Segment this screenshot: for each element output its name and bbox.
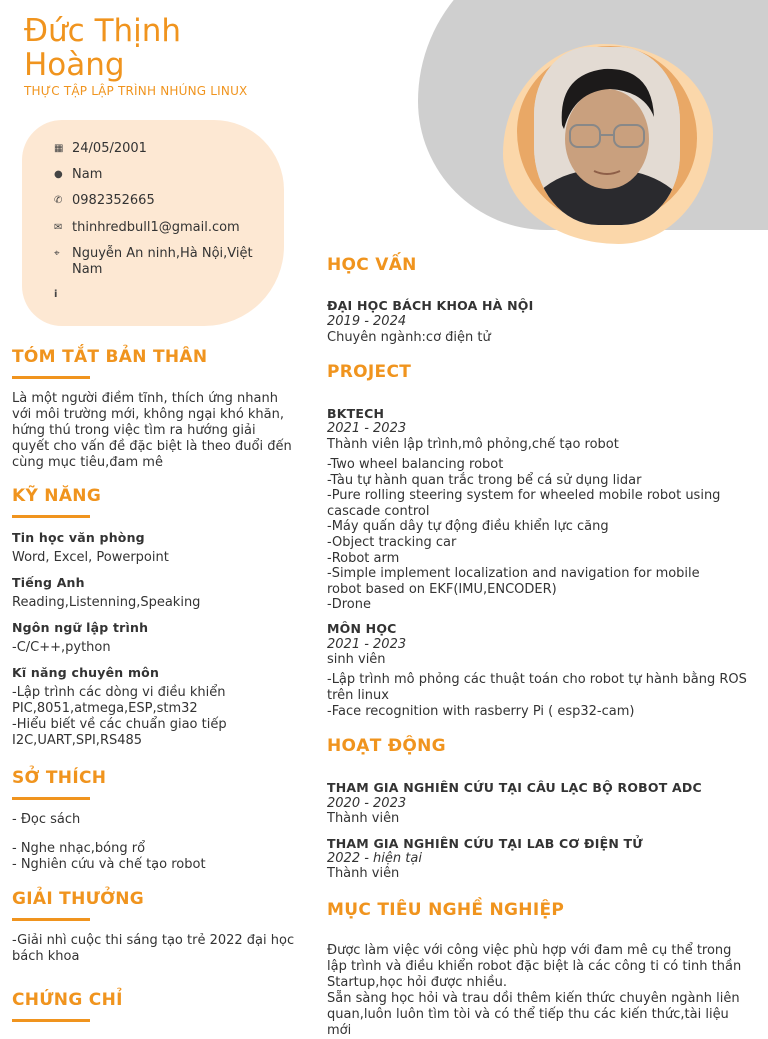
contact-gender: ● Nam [54, 167, 103, 182]
activity-name: THAM GIA NGHIÊN CỨU TẠI LAB CƠ ĐIỆN TỬ [327, 836, 643, 851]
skill-title: Ngôn ngữ lập trình [12, 620, 149, 635]
profile-photo [534, 47, 680, 225]
skills-underline [12, 515, 90, 518]
hobbies-underline [12, 797, 90, 800]
skill-desc: -C/C++,python [12, 640, 111, 655]
activities-heading: HOẠT ĐỘNG [327, 736, 446, 756]
hobby-item: - Nghe nhạc,bóng rổ [12, 841, 146, 856]
name-line-2: Hoàng [24, 47, 125, 83]
skill-title: Kĩ năng chuyên môn [12, 665, 160, 680]
location-icon: ⌖ [54, 248, 60, 259]
candidate-name [24, 14, 181, 82]
certificates-heading: CHỨNG CHỈ [12, 990, 123, 1010]
summary-heading: TÓM TẮT BẢN THÂN [12, 347, 208, 367]
skill-desc: Word, Excel, Powerpoint [12, 550, 169, 565]
mail-icon: ✉ [54, 222, 63, 233]
awards-underline [12, 918, 90, 921]
skill-desc: -Lập trình các dòng vi điều khiển PIC,8051,atmega,ESP,stm32 -Hiểu biết về các chuẩn giao tiếp I2C,UART,SPI,RS485 [12, 685, 227, 748]
skill-title: Tin học văn phòng [12, 530, 145, 545]
contact-birthdate: ▦ 24/05/2001 [54, 141, 147, 156]
summary-underline [12, 376, 90, 379]
project-period: 2021 - 2023 [327, 421, 407, 436]
activity-role: Thành viên [327, 811, 400, 826]
name-line-1: Đức Thịnh [24, 13, 182, 49]
contact-email[interactable]: ✉ thinhredbull1@gmail.com [54, 220, 240, 235]
activity-role: Thành viên [327, 866, 400, 881]
info-icon: i [54, 289, 58, 300]
skills-heading: KỸ NĂNG [12, 486, 102, 506]
contact-info [54, 287, 272, 300]
summary-text: Là một người điềm tĩnh, thích ứng nhanh với môi trường mới, không ngại khó khăn, hứng thú trong việc tìm ra hướng giải quyết cho vấn đề đặc biệt là theo đuổi đến cùng mục tiêu,đam mê [12, 391, 292, 470]
hobby-item: - Đọc sách [12, 812, 81, 827]
activity-period: 2022 - hiện tại [327, 851, 422, 866]
project-role: sinh viên [327, 652, 386, 667]
certificates-underline [12, 1019, 90, 1022]
education-major: Chuyên ngành:cơ điện tử [327, 330, 491, 345]
skill-title: Tiếng Anh [12, 575, 85, 590]
project-details: -Two wheel balancing robot -Tàu tự hành quan trắc trong bể cá sử dụng lidar -Pure rolling steering system for wheeled mobile robot using cascade control -Máy quấn dây tự động điều khiển lực căng -Object tracking car -Robot arm -Simple implement localization and navigation for mobile robot based on EKF(IMU,ENCODER) -Drone [327, 457, 721, 613]
calendar-icon: ▦ [54, 143, 64, 154]
awards-text: -Giải nhì cuộc thi sáng tạo trẻ 2022 đại học bách khoa [12, 933, 295, 964]
person-icon: ● [54, 169, 63, 180]
activity-period: 2020 - 2023 [327, 796, 407, 811]
skill-desc: Reading,Listenning,Speaking [12, 595, 201, 610]
project-name: BKTECH [327, 406, 385, 421]
project-name: MÔN HỌC [327, 621, 397, 636]
project-period: 2021 - 2023 [327, 637, 407, 652]
project-role: Thành viên lập trình,mô phỏng,chế tạo robot [327, 437, 619, 452]
job-title: THỰC TẬP LẬP TRÌNH NHÚNG LINUX [24, 84, 248, 98]
hobbies-heading: SỞ THÍCH [12, 768, 107, 788]
phone-icon: ✆ [54, 195, 63, 206]
awards-heading: GIẢI THƯỞNG [12, 889, 145, 909]
contact-address: ⌖ Nguyễn An ninh,Hà Nội,Việt Nam [54, 246, 253, 277]
career-text: Được làm việc với công việc phù hợp với đam mê cụ thể trong lập trình và điều khiển robot đặc biệt là các công ti có tinh thần Startup,học hỏi được nhiều. Sẵn sàng học hỏi và trau dồi thêm kiến thức chuyên ngành liên quan,luôn luôn tìm tòi và có thể tiếp thu các kiến thức,tài liệu mới [327, 943, 742, 1038]
projects-heading: PROJECT [327, 362, 412, 382]
activity-name: THAM GIA NGHIÊN CỨU TẠI CÂU LẠC BỘ ROBOT ADC [327, 780, 702, 795]
education-period: 2019 - 2024 [327, 314, 407, 329]
contact-phone[interactable]: ✆ 0982352665 [54, 193, 155, 208]
hobby-item: - Nghiên cứu và chế tạo robot [12, 857, 206, 872]
education-school: ĐẠI HỌC BÁCH KHOA HÀ NỘI [327, 298, 534, 313]
education-heading: HỌC VẤN [327, 255, 417, 275]
project-details: -Lập trình mô phỏng các thuật toán cho robot tự hành bằng ROS trên linux -Face recognition with rasberry Pi ( esp32-cam) [327, 672, 747, 719]
career-heading: MỤC TIÊU NGHỀ NGHIỆP [327, 900, 565, 920]
